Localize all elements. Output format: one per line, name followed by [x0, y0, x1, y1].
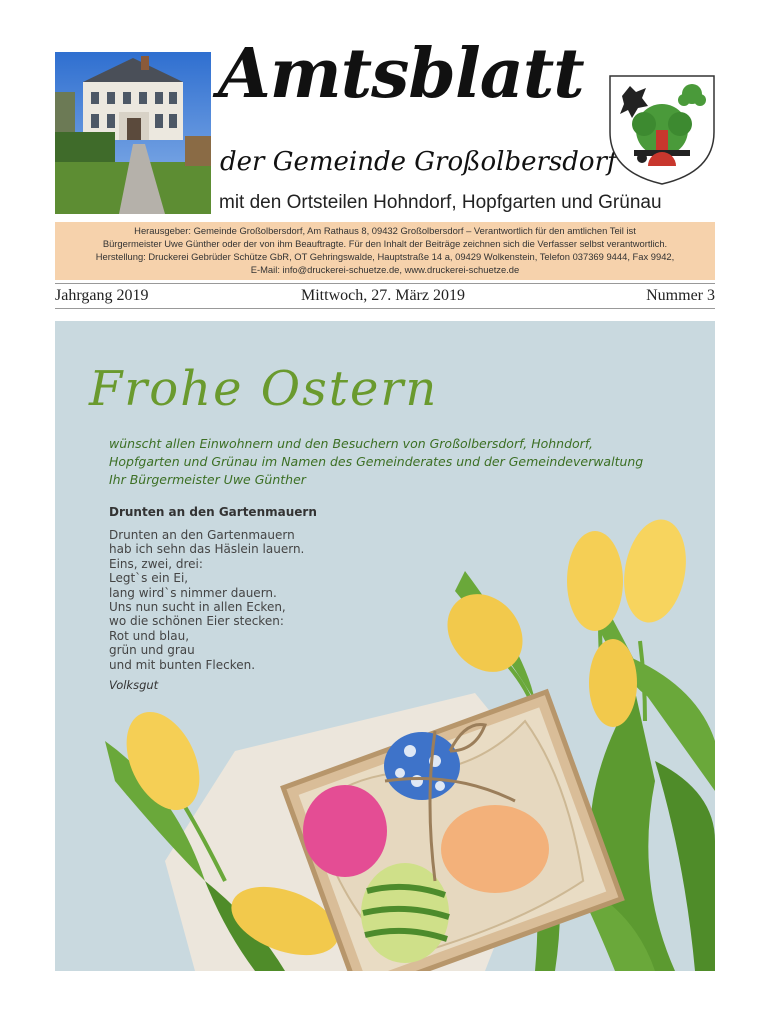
poem-text: [109, 528, 369, 672]
poem-line: und mit bunten Flecken.: [109, 657, 256, 672]
poem-line: wo die schönen Eier stecken:: [109, 614, 284, 629]
publisher-line: Herausgeber: Gemeinde Großolbersdorf, Am Rathaus 8, 09432 Großolbersdorf – Verantwortlich für den amtlichen Teil ist: [134, 225, 636, 236]
poem-line: Eins, zwei, drei:: [109, 556, 203, 571]
masthead-title: Amtsblatt: [218, 34, 584, 114]
issue-volume: Jahrgang 2019: [55, 287, 149, 304]
poem-line: grün und grau: [109, 643, 195, 658]
town-hall-photo: [55, 52, 211, 214]
greeting-line: Ihr Bürgermeister Uwe Günther: [109, 472, 306, 487]
cover-image: [55, 321, 715, 971]
poem-line: hab ich sehn das Häslein lauern.: [109, 542, 305, 557]
issue-bar: [55, 283, 715, 309]
publisher-line: Bürgermeister Uwe Günther oder der von ihm Beauftragte. Für den Inhalt der Beiträge zeichnen sich die Verfasser selbst verantwortlich.: [102, 238, 668, 249]
publisher-info: [55, 222, 715, 280]
greeting-line: Hopfgarten und Grünau im Namen des Gemeinderates und der Gemeindeverwaltung: [109, 454, 644, 469]
coat-of-arms-icon: [608, 74, 716, 186]
poem-source: Volksgut: [109, 678, 159, 692]
masthead-subtitle: der Gemeinde Großolbersdorf: [220, 147, 617, 177]
greeting-line: wünscht allen Einwohnern und den Besuchern von Großolbersdorf, Hohndorf,: [109, 436, 593, 451]
publisher-line: E-Mail: info@druckerei-schuetze.de, www.druckerei-schuetze.de: [250, 264, 520, 275]
poem-line: lang wird`s nimmer dauern.: [109, 585, 277, 600]
poem-title: Drunten an den Gartenmauern: [109, 505, 317, 519]
poem-line: Drunten an den Gartenmauern: [109, 528, 295, 542]
publisher-line: Herstellung: Druckerei Gebrüder Schütze GbR, OT Gehringswalde, Hauptstraße 14 a, 09429 Wolkenstein, Telefon 037369 9444, Fax 9942,: [95, 251, 675, 262]
issue-number: Nummer 3: [646, 287, 715, 304]
poem-line: Uns nun sucht in allen Ecken,: [109, 600, 286, 615]
poem-line: Rot und blau,: [109, 628, 190, 643]
issue-date: Mittwoch, 27. März 2019: [301, 287, 465, 304]
greeting-text: [109, 435, 669, 489]
greeting-title: Frohe Ostern: [89, 361, 439, 417]
masthead-districts: mit den Ortsteilen Hohndorf, Hopfgarten und Grünau: [219, 192, 662, 213]
poem-line: Legt`s ein Ei,: [109, 571, 189, 586]
